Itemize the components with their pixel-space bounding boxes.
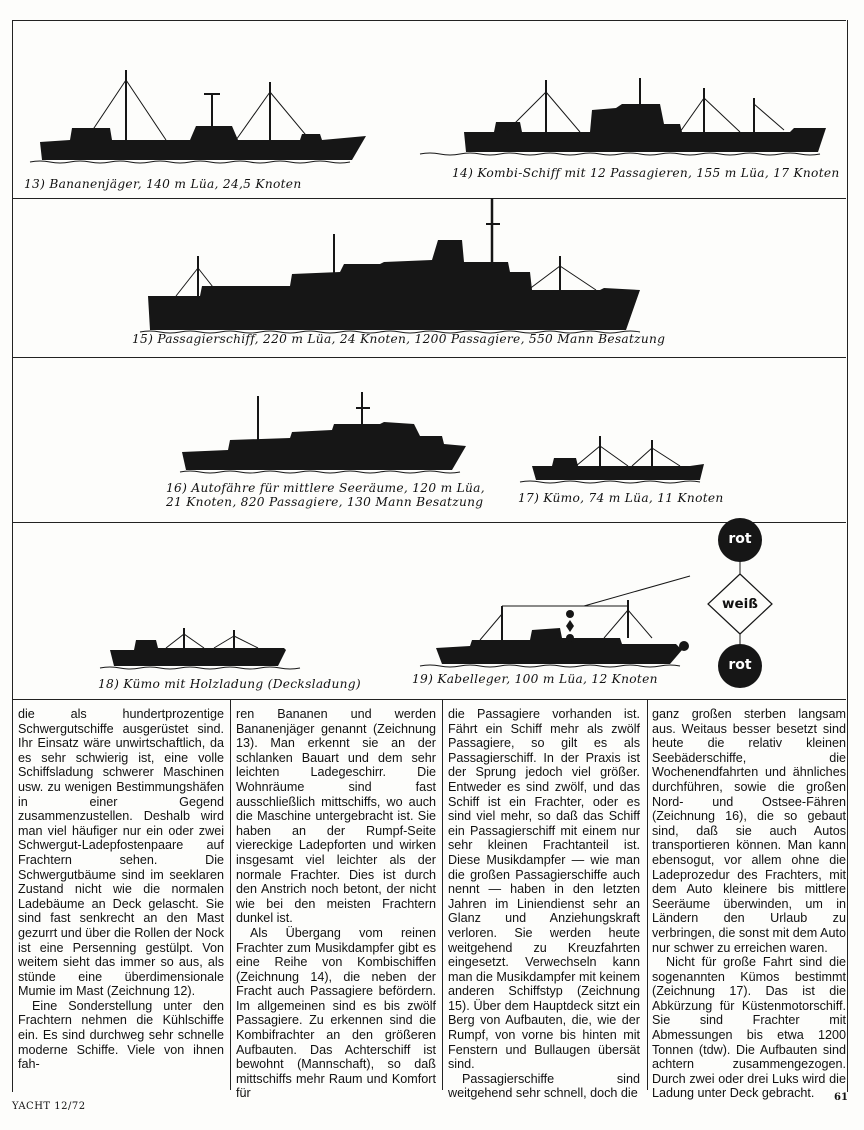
paragraph: Passagierschiffe sind weitgehend sehr schnell, doch die xyxy=(448,1071,640,1101)
paragraph: die Passagiere vorhanden ist. Fährt ein Schiff mehr als zwölf Passagiere, so gilt es als Passagierschiff. In der Praxis ist der Sprung jedoch viel größer. Entweder es sind zwölf, und das Schiff ist ein Frachter, oder es sind viel mehr, so daß das Schiff ein Passagierschiff mit einem nur sehr kleinen Frachtanteil ist. Diese Musikdampfer — wie man die großen Passagierschiffe auch nennt — haben in den letzten Jahren im Liniendienst sehr an Glanz und Anziehungskraft verloren. Sie werden heute weitgehend zu Kreuzfahrten eingesetzt. Verwechseln kann man die Musikdampfer mit keinem anderen Schiffstyp (Zeichnung 15). Über dem Hauptdeck sitzt ein Berg von Aufbauten, die, wie der Rumpf, von vorne bis hinten mit Fenstern und Bullaugen übersät sind. xyxy=(448,707,640,1072)
paragraph: ganz großen sterben langsam aus. Weitaus besser besetzt sind heute die relativ kleinen Seebäderschiffe, die Wochenendfahrten und ähnliches durchführen, sowie die großen Nord- und Ostsee-Fähren (Zeichnung 16), die so gebaut sind, daß sie auch Autos transportieren können. Man kann ebensogut, vor allem ohne die Ladeprozedur des Frachters, mit dem Auto kleinere bis mittlere Seeräume überwinden, um in Ländern den Urlaub zu verbringen, die sonst mit dem Auto nur schwer zu erreichen waren. xyxy=(652,707,846,955)
page-number: 61 xyxy=(834,1092,848,1103)
paragraph: Als Übergang vom reinen Frachter zum Musikdampfer gibt es eine Reihe von Kombischiffen (Zeichnung 14), die neben der Fracht auch Passagiere befördern. Im allgemeinen sind es bis zwölf Passagiere. Zu erkennen sind die Kombifrachter an den größeren Aufbauten. Das Achterschiff ist bewohnt (Mannschaft), so daß mittschiffs mehr Raum und Komfort für xyxy=(236,925,436,1101)
paragraph: Nicht für große Fahrt sind die sogenannten Kümos bestimmt (Zeichnung 17). Das ist die Abkürzung für Küstenmotorschiff. Sie sind Frachter mit Abmessungen bis etwa 1200 Tonnen (tdw). Die Aufbauten sind achtern zusammengezogen. Durch zwei oder drei Luks wird die Ladung unter Deck gebracht. xyxy=(652,955,846,1101)
caption-13: 13) Bananenjäger, 140 m Lüa, 24,5 Knoten xyxy=(24,177,302,191)
signal-label-middle: weiß xyxy=(722,596,758,612)
signal-label-top: rot xyxy=(728,531,752,547)
magazine-issue: YACHT 12/72 xyxy=(12,1101,86,1112)
caption-18: 18) Kümo mit Holzladung (Decksladung) xyxy=(98,677,361,691)
ship-19-silhouette xyxy=(436,576,690,664)
caption-15: 15) Passagierschiff, 220 m Lüa, 24 Knoten, 1200 Passagiere, 550 Mann Besatzung xyxy=(132,332,666,346)
caption-14: 14) Kombi-Schiff mit 12 Passagieren, 155 m Lüa, 17 Knoten xyxy=(452,166,840,180)
ship-13-silhouette xyxy=(40,70,366,160)
text-column-4 xyxy=(652,707,846,1101)
water-lines xyxy=(30,153,820,669)
caption-16-line2: 21 Knoten, 820 Passagiere, 130 Mann Besatzung xyxy=(166,495,484,509)
caption-16-line1: 16) Autofähre für mittlere Seeräume, 120 m Lüa, xyxy=(166,481,485,495)
ship-14-silhouette xyxy=(464,78,826,152)
text-column-3 xyxy=(448,707,640,1101)
ship-17-silhouette xyxy=(532,436,704,480)
text-column-1 xyxy=(18,707,224,1072)
caption-17: 17) Kümo, 74 m Lüa, 11 Knoten xyxy=(518,491,724,505)
paragraph: Eine Sonderstellung unter den Frachtern nehmen die Kühlschiffe ein. Es sind durchweg sehr schnelle moderne Schiffe. Viele von ihnen fah- xyxy=(18,998,224,1072)
ship-16-silhouette xyxy=(182,392,466,470)
caption-19: 19) Kabelleger, 100 m Lüa, 12 Knoten xyxy=(412,672,658,686)
column-separator-1 xyxy=(230,700,231,1090)
ship-15-silhouette xyxy=(148,198,640,330)
signal-label-bottom: rot xyxy=(728,657,752,673)
column-separator-3 xyxy=(647,700,648,1090)
paragraph: ren Bananen und werden Bananenjäger genannt (Zeichnung 13). Man erkennt sie an der schlanken Bauart und dem sehr leichten Ladegeschirr. Die Wohnräume sind fast ausschließlich mittschiffs, wo auch die Maschine untergebracht ist. Sie haben an der Rumpf-Seite viereckige Ladepforten und wirken insgesamt viel leichter als der normale Frachter. Dies ist durch den Anstrich noch betont, der nicht wie bei den meisten Frachtern dunkel ist. xyxy=(236,707,436,926)
column-separator-2 xyxy=(442,700,443,1090)
text-column-2 xyxy=(236,707,436,1101)
paragraph: die als hundertprozentige Schwergutschiffe ausgerüstet sind. Ihr Einsatz wäre unwirtschaftlich, da es sehr schwierig ist, eine volle Schiffsladung schwerer Maschinen usw. zu wenigen Bestimmungshäfen in einer Gegend zusammenzustellen. Deshalb wird man viel häufiger nur ein oder zwei Schwergut-Ladepfostenpaare auf Frachtern sehen. Die Schwergutbäume sind im seeklaren Zustand nicht wie die normalen Ladebäume an Deck gelascht. Sie sind fast senkrecht an den Mast gezurrt und über die Rollen der Nock ist eine Persenning gestülpt. Von weitem sieht das immer so aus, als stünde eine überdimensionale Mumie im Mast (Zeichnung 12). xyxy=(18,707,224,999)
ship-18-silhouette xyxy=(110,628,286,666)
